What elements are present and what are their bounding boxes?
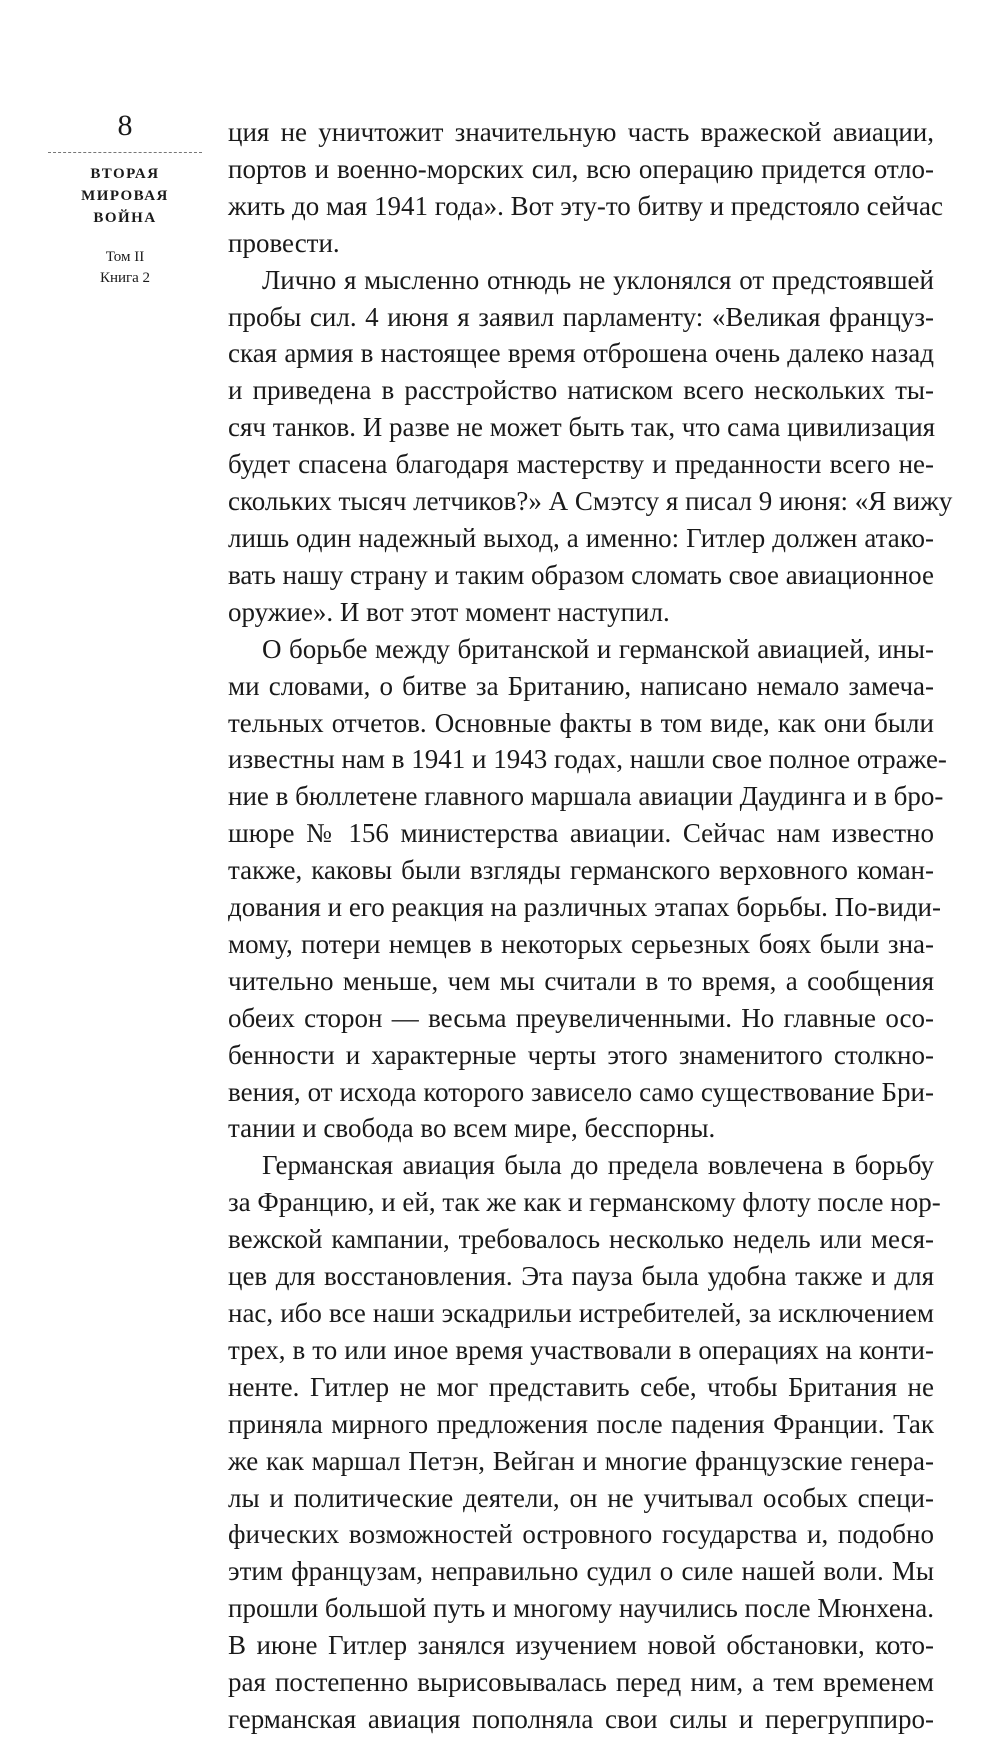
text-line: Лично я мысленно отнюдь не уклонялся от предстоявшей: [262, 264, 934, 295]
text-line: цев для восстановления. Эта пауза была удобна также и для: [228, 1261, 934, 1292]
text-line: ская армия в настоящее время отброшена очень далеко назад: [228, 338, 934, 369]
text-line: бенности и характерные черты этого знаменитого столкно-: [228, 1039, 934, 1070]
text-line: этим французам, неправильно судил о силе нашей воли. Мы: [228, 1556, 934, 1587]
paragraph: [228, 631, 947, 1148]
paragraph: [228, 1147, 941, 1738]
text-line: будет спасена благодаря мастерству и преданности всего не-: [228, 449, 934, 480]
text-line: известны нам в 1941 и 1943 годах, нашли свое полное отраже-: [228, 744, 947, 775]
text-line: шюре № 156 министерства авиации. Сейчас нам известно: [228, 818, 934, 849]
text-line: ненте. Гитлер не мог представить себе, чтобы Британия не: [228, 1371, 934, 1402]
text-line: ние в бюллетене главного маршала авиации Даудинга и в бро-: [228, 781, 944, 812]
text-line: нас, ибо все наши эскадрильи истребителей, за исключением: [228, 1298, 934, 1328]
text-line: Германская авиация была до предела вовлечена в борьбу: [262, 1150, 934, 1181]
text-line: мому, потери немцев в некоторых серьезных боях были зна-: [228, 928, 934, 959]
series-title-line: МИРОВАЯ: [81, 188, 169, 204]
margin-divider: [48, 152, 202, 153]
series-title-line: ВОЙНА: [93, 210, 157, 226]
text-line: за Францию, и ей, так же как и германскому флоту после нор-: [228, 1187, 941, 1218]
volume-label: Том II: [105, 249, 145, 265]
text-line: О борьбе между британской и германской авиацией, ины-: [262, 633, 934, 664]
text-line: германская авиация пополняла свои силы и перегруппиро-: [228, 1703, 934, 1734]
text-line: ми словами, о битве за Британию, написано немало замеча-: [228, 670, 934, 701]
text-line: скольких тысяч летчиков?» А Смэтсу я писал 9 июня: «Я вижу: [228, 486, 953, 517]
text-line: тельных отчетов. Основные факты в том виде, как они были: [228, 707, 934, 738]
volume-info: [40, 247, 210, 289]
text-line: фических возможностей островного государства и, подобно: [228, 1519, 934, 1550]
text-line: вения, от исхода которого зависело само существование Бри-: [228, 1076, 934, 1107]
text-line: же как маршал Петэн, Вейган и многие французские генера-: [228, 1445, 934, 1476]
text-line: портов и военно-морских сил, всю операцию придется отло-: [228, 153, 934, 184]
text-line: вежской кампании, требовалось несколько недель или меся-: [228, 1224, 934, 1255]
text-line: провести.: [228, 227, 340, 258]
text-line: лишь один надежный выход, а именно: Гитлер должен атако-: [228, 522, 934, 553]
body-text: [228, 114, 953, 1738]
text-line: прошли большой путь и многому научились после Мюнхена.: [228, 1593, 934, 1624]
text-line: В июне Гитлер занялся изучением новой обстановки, кото-: [228, 1630, 934, 1661]
text-line: оружие». И вот этот момент наступил.: [228, 596, 670, 627]
text-line: рая постепенно вырисовывалась перед ним, а тем временем: [228, 1667, 934, 1698]
paragraph: [228, 114, 943, 262]
text-line: и приведена в расстройство натиском всего нескольких ты-: [228, 375, 934, 406]
text-line: тании и свобода во всем мире, бесспорны.: [228, 1113, 716, 1144]
text-line: пробы сил. 4 июня я заявил парламенту: «Великая француз-: [228, 301, 934, 332]
series-title: [40, 163, 210, 229]
text-line: приняла мирного предложения после падения Франции. Так: [228, 1408, 934, 1439]
text-line: трех, в то или иное время участвовали в операциях на конти-: [228, 1334, 934, 1365]
text-line: ция не уничтожит значительную часть вражеской авиации,: [228, 117, 934, 147]
series-title-line: ВТОРАЯ: [90, 166, 160, 182]
text-line: лы и политические деятели, он не учитывал особых специ-: [228, 1482, 934, 1513]
page-number: 8: [117, 109, 133, 142]
text-line: вать нашу страну и таким образом сломать свое авиационное: [228, 559, 934, 590]
margin-column: [40, 108, 210, 289]
text-line: дования и его реакция на различных этапах борьбы. По-види-: [228, 892, 941, 923]
text-line: сяч танков. И разве не может быть так, что сама цивилизация: [228, 412, 936, 443]
text-line: жить до мая 1941 года». Вот эту-то битву и предстояло сейчас: [228, 190, 943, 221]
paragraph: [228, 262, 953, 631]
text-line: чительно меньше, чем мы считали в то время, а сообщения: [228, 965, 934, 996]
text-line: обеих сторон — весьма преувеличенными. Но главные осо-: [228, 1002, 934, 1033]
text-line: также, каковы были взгляды германского верховного коман-: [228, 855, 934, 886]
book-label: Книга 2: [99, 270, 151, 286]
